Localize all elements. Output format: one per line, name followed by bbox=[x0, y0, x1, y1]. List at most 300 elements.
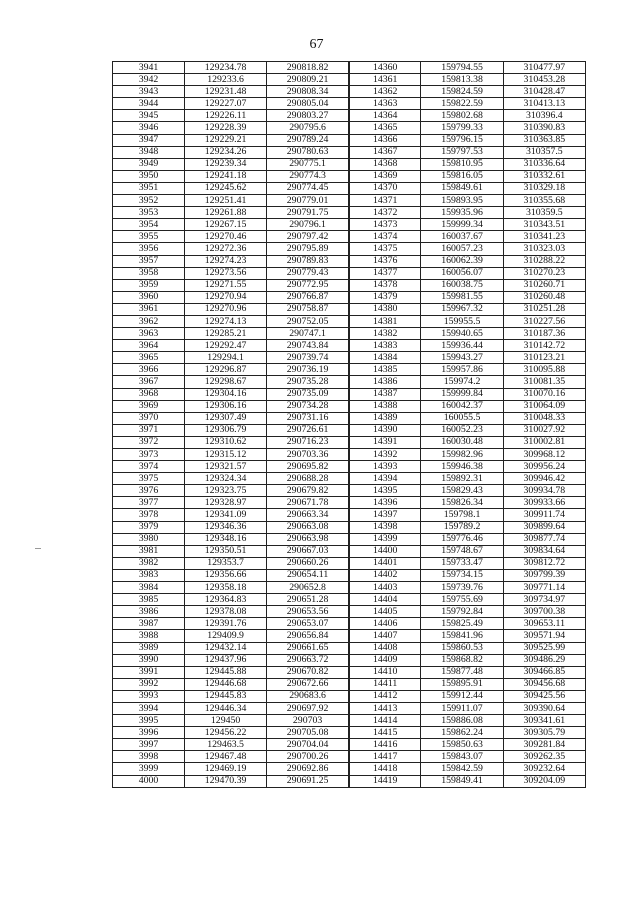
point-number-cell: 3968 bbox=[113, 388, 185, 400]
point-number-cell: 14418 bbox=[349, 763, 421, 775]
coordinate-cell: 159999.84 bbox=[421, 388, 503, 400]
table-row bbox=[113, 231, 586, 243]
coordinate-cell: 129296.87 bbox=[184, 364, 266, 376]
coordinate-cell: 310396.4 bbox=[503, 110, 585, 122]
coordinate-cell: 309834.64 bbox=[503, 545, 585, 557]
coordinate-cell: 159794.55 bbox=[421, 62, 503, 74]
point-number-cell: 14386 bbox=[349, 376, 421, 388]
coordinate-cell: 310343.51 bbox=[503, 219, 585, 231]
table-row bbox=[113, 170, 586, 182]
coordinate-cell: 129294.1 bbox=[184, 352, 266, 364]
coordinate-cell: 129298.67 bbox=[184, 376, 266, 388]
coordinate-cell: 290779.01 bbox=[267, 195, 349, 207]
coordinate-cell: 310336.64 bbox=[503, 158, 585, 170]
point-number-cell: 3998 bbox=[113, 751, 185, 763]
coordinate-cell: 159911.07 bbox=[421, 702, 503, 714]
coordinate-cell: 159810.95 bbox=[421, 158, 503, 170]
coordinate-cell: 309700.38 bbox=[503, 606, 585, 618]
table-row bbox=[113, 98, 586, 110]
table-row bbox=[113, 630, 586, 642]
coordinate-cell: 290703 bbox=[267, 715, 349, 727]
point-number-cell: 3992 bbox=[113, 678, 185, 690]
coordinate-cell: 310323.03 bbox=[503, 243, 585, 255]
coordinate-cell: 290663.34 bbox=[267, 509, 349, 521]
point-number-cell: 14413 bbox=[349, 702, 421, 714]
coordinate-cell: 290660.26 bbox=[267, 557, 349, 569]
coordinate-cell: 160038.75 bbox=[421, 279, 503, 291]
table-row bbox=[113, 74, 586, 86]
coordinate-cell: 310359.5 bbox=[503, 207, 585, 219]
point-number-cell: 14381 bbox=[349, 315, 421, 327]
table-row bbox=[113, 303, 586, 315]
coordinate-cell: 290651.28 bbox=[267, 594, 349, 606]
table-row bbox=[113, 328, 586, 340]
point-number-cell: 14397 bbox=[349, 509, 421, 521]
point-number-cell: 4000 bbox=[113, 775, 185, 787]
coordinate-cell: 310260.71 bbox=[503, 279, 585, 291]
table-row bbox=[113, 158, 586, 170]
point-number-cell: 14388 bbox=[349, 400, 421, 412]
coordinate-cell: 129271.55 bbox=[184, 279, 266, 291]
coordinate-cell: 129437.96 bbox=[184, 654, 266, 666]
table-row bbox=[113, 279, 586, 291]
coordinate-cell: 290775.1 bbox=[267, 158, 349, 170]
coordinate-cell: 129310.62 bbox=[184, 436, 266, 448]
table-row bbox=[113, 110, 586, 122]
coordinate-cell: 160030.48 bbox=[421, 436, 503, 448]
coordinate-cell: 290731.16 bbox=[267, 412, 349, 424]
coordinate-cell: 159849.41 bbox=[421, 775, 503, 787]
table-row bbox=[113, 715, 586, 727]
coordinate-cell: 159826.34 bbox=[421, 497, 503, 509]
coordinate-cell: 129239.34 bbox=[184, 158, 266, 170]
coordinate-cell: 309734.97 bbox=[503, 594, 585, 606]
coordinate-cell: 310288.22 bbox=[503, 255, 585, 267]
coordinate-cell: 129261.88 bbox=[184, 207, 266, 219]
coordinate-cell: 290796.1 bbox=[267, 219, 349, 231]
coordinate-cell: 129364.83 bbox=[184, 594, 266, 606]
coordinate-cell: 309305.79 bbox=[503, 727, 585, 739]
point-number-cell: 14366 bbox=[349, 134, 421, 146]
coordinate-cell: 309653.11 bbox=[503, 618, 585, 630]
table-row bbox=[113, 509, 586, 521]
point-number-cell: 3959 bbox=[113, 279, 185, 291]
coordinate-cell: 309799.39 bbox=[503, 569, 585, 581]
coordinate-cell: 159824.59 bbox=[421, 86, 503, 98]
coordinate-cell: 310413.13 bbox=[503, 98, 585, 110]
coordinate-cell: 129445.83 bbox=[184, 690, 266, 702]
point-number-cell: 3969 bbox=[113, 400, 185, 412]
coordinate-cell: 129307.49 bbox=[184, 412, 266, 424]
coordinate-cell: 310270.23 bbox=[503, 267, 585, 279]
coordinate-cell: 129251.41 bbox=[184, 195, 266, 207]
table-row bbox=[113, 473, 586, 485]
coordinate-cell: 290670.82 bbox=[267, 666, 349, 678]
coordinate-cell: 290774.45 bbox=[267, 182, 349, 194]
coordinate-cell: 290683.6 bbox=[267, 690, 349, 702]
table-row bbox=[113, 521, 586, 533]
coordinate-cell: 129304.16 bbox=[184, 388, 266, 400]
coordinate-cell: 160037.67 bbox=[421, 231, 503, 243]
coordinate-cell: 159912.44 bbox=[421, 690, 503, 702]
coordinate-cell: 129274.13 bbox=[184, 315, 266, 327]
coordinate-cell: 159849.61 bbox=[421, 182, 503, 194]
coordinate-cell: 159789.2 bbox=[421, 521, 503, 533]
coordinate-cell: 159798.1 bbox=[421, 509, 503, 521]
coordinate-cell: 129241.18 bbox=[184, 170, 266, 182]
coordinate-cell: 309571.94 bbox=[503, 630, 585, 642]
table-row bbox=[113, 449, 586, 461]
table-row bbox=[113, 62, 586, 74]
point-number-cell: 3985 bbox=[113, 594, 185, 606]
coordinate-cell: 160055.5 bbox=[421, 412, 503, 424]
point-number-cell: 3963 bbox=[113, 328, 185, 340]
point-number-cell: 14384 bbox=[349, 352, 421, 364]
coordinate-cell: 290758.87 bbox=[267, 303, 349, 315]
table-row bbox=[113, 751, 586, 763]
coordinate-cell: 159799.33 bbox=[421, 122, 503, 134]
point-number-cell: 14402 bbox=[349, 569, 421, 581]
point-number-cell: 14369 bbox=[349, 170, 421, 182]
coordinate-cell: 310390.83 bbox=[503, 122, 585, 134]
point-number-cell: 14411 bbox=[349, 678, 421, 690]
coordinate-cell: 160062.39 bbox=[421, 255, 503, 267]
coordinate-cell: 290663.72 bbox=[267, 654, 349, 666]
point-number-cell: 3942 bbox=[113, 74, 185, 86]
coordinate-cell: 159822.59 bbox=[421, 98, 503, 110]
point-number-cell: 3961 bbox=[113, 303, 185, 315]
coordinate-cell: 290803.27 bbox=[267, 110, 349, 122]
coordinate-cell: 129467.48 bbox=[184, 751, 266, 763]
coordinate-cell: 290700.26 bbox=[267, 751, 349, 763]
table-row bbox=[113, 352, 586, 364]
coordinate-cell: 159816.05 bbox=[421, 170, 503, 182]
coordinate-cell: 310363.85 bbox=[503, 134, 585, 146]
point-number-cell: 3953 bbox=[113, 207, 185, 219]
table-row bbox=[113, 207, 586, 219]
coordinate-cell: 290653.56 bbox=[267, 606, 349, 618]
table-row bbox=[113, 436, 586, 448]
coordinate-cell: 290735.28 bbox=[267, 376, 349, 388]
table-row bbox=[113, 122, 586, 134]
coordinate-cell: 309204.09 bbox=[503, 775, 585, 787]
coordinate-cell: 129409.9 bbox=[184, 630, 266, 642]
point-number-cell: 14389 bbox=[349, 412, 421, 424]
point-number-cell: 14377 bbox=[349, 267, 421, 279]
coordinate-cell: 290791.75 bbox=[267, 207, 349, 219]
table-row bbox=[113, 545, 586, 557]
point-number-cell: 14370 bbox=[349, 182, 421, 194]
coordinate-cell: 159813.38 bbox=[421, 74, 503, 86]
point-number-cell: 3994 bbox=[113, 702, 185, 714]
table-row bbox=[113, 243, 586, 255]
coordinate-cell: 290692.86 bbox=[267, 763, 349, 775]
coordinate-cell: 129229.21 bbox=[184, 134, 266, 146]
point-number-cell: 14373 bbox=[349, 219, 421, 231]
coordinate-cell: 129306.79 bbox=[184, 424, 266, 436]
point-number-cell: 3993 bbox=[113, 690, 185, 702]
table-row bbox=[113, 557, 586, 569]
point-number-cell: 14409 bbox=[349, 654, 421, 666]
point-number-cell: 3944 bbox=[113, 98, 185, 110]
table-row bbox=[113, 775, 586, 787]
coordinate-cell: 310095.88 bbox=[503, 364, 585, 376]
coordinate-cell: 290795.89 bbox=[267, 243, 349, 255]
table-row bbox=[113, 618, 586, 630]
point-number-cell: 14404 bbox=[349, 594, 421, 606]
table-row bbox=[113, 412, 586, 424]
coordinate-cell: 159957.86 bbox=[421, 364, 503, 376]
coordinate-cell: 290766.87 bbox=[267, 291, 349, 303]
coordinate-cell: 290661.65 bbox=[267, 642, 349, 654]
coordinate-cell: 310260.48 bbox=[503, 291, 585, 303]
coordinate-cell: 310027.92 bbox=[503, 424, 585, 436]
coordinates-table bbox=[112, 61, 586, 788]
coordinate-cell: 290705.08 bbox=[267, 727, 349, 739]
coordinate-cell: 309525.99 bbox=[503, 642, 585, 654]
coordinate-cell: 310453.28 bbox=[503, 74, 585, 86]
point-number-cell: 3970 bbox=[113, 412, 185, 424]
coordinate-cell: 160042.37 bbox=[421, 400, 503, 412]
point-number-cell: 3948 bbox=[113, 146, 185, 158]
coordinate-cell: 129328.97 bbox=[184, 497, 266, 509]
coordinate-cell: 129315.12 bbox=[184, 449, 266, 461]
point-number-cell: 3978 bbox=[113, 509, 185, 521]
coordinate-cell: 159860.53 bbox=[421, 642, 503, 654]
coordinate-cell: 129270.94 bbox=[184, 291, 266, 303]
point-number-cell: 14364 bbox=[349, 110, 421, 122]
table-row bbox=[113, 461, 586, 473]
table-row bbox=[113, 291, 586, 303]
point-number-cell: 14396 bbox=[349, 497, 421, 509]
point-number-cell: 14360 bbox=[349, 62, 421, 74]
point-number-cell: 3954 bbox=[113, 219, 185, 231]
coordinate-cell: 290774.3 bbox=[267, 170, 349, 182]
coordinate-cell: 310187.36 bbox=[503, 328, 585, 340]
point-number-cell: 14407 bbox=[349, 630, 421, 642]
coordinate-cell: 159974.2 bbox=[421, 376, 503, 388]
point-number-cell: 14416 bbox=[349, 739, 421, 751]
coordinate-cell: 129378.08 bbox=[184, 606, 266, 618]
point-number-cell: 14414 bbox=[349, 715, 421, 727]
coordinate-cell: 129292.47 bbox=[184, 340, 266, 352]
margin-mark bbox=[35, 548, 41, 549]
coordinate-cell: 129285.21 bbox=[184, 328, 266, 340]
point-number-cell: 3979 bbox=[113, 521, 185, 533]
table-row bbox=[113, 255, 586, 267]
coordinate-cell: 129234.26 bbox=[184, 146, 266, 158]
coordinate-cell: 290663.08 bbox=[267, 521, 349, 533]
point-number-cell: 14392 bbox=[349, 449, 421, 461]
coordinate-cell: 129470.39 bbox=[184, 775, 266, 787]
point-number-cell: 3971 bbox=[113, 424, 185, 436]
coordinate-cell: 159935.96 bbox=[421, 207, 503, 219]
coordinate-cell: 290752.05 bbox=[267, 315, 349, 327]
coordinate-cell: 290671.78 bbox=[267, 497, 349, 509]
coordinate-cell: 159936.44 bbox=[421, 340, 503, 352]
point-number-cell: 3964 bbox=[113, 340, 185, 352]
coordinate-cell: 159796.15 bbox=[421, 134, 503, 146]
coordinate-cell: 129234.78 bbox=[184, 62, 266, 74]
coordinate-cell: 290703.36 bbox=[267, 449, 349, 461]
coordinate-cell: 159841.96 bbox=[421, 630, 503, 642]
coordinate-cell: 129463.5 bbox=[184, 739, 266, 751]
coordinate-cell: 290716.23 bbox=[267, 436, 349, 448]
coordinate-cell: 290808.34 bbox=[267, 86, 349, 98]
point-number-cell: 3981 bbox=[113, 545, 185, 557]
coordinate-cell: 290736.19 bbox=[267, 364, 349, 376]
coordinate-cell: 129432.14 bbox=[184, 642, 266, 654]
coordinate-cell: 129450 bbox=[184, 715, 266, 727]
point-number-cell: 3952 bbox=[113, 195, 185, 207]
table-row bbox=[113, 388, 586, 400]
coordinate-cell: 310332.61 bbox=[503, 170, 585, 182]
point-number-cell: 3960 bbox=[113, 291, 185, 303]
coordinate-cell: 290734.28 bbox=[267, 400, 349, 412]
coordinate-cell: 129226.11 bbox=[184, 110, 266, 122]
coordinate-cell: 129445.88 bbox=[184, 666, 266, 678]
point-number-cell: 3951 bbox=[113, 182, 185, 194]
coordinate-cell: 290747.1 bbox=[267, 328, 349, 340]
point-number-cell: 14401 bbox=[349, 557, 421, 569]
coordinate-cell: 159755.69 bbox=[421, 594, 503, 606]
coordinate-cell: 290656.84 bbox=[267, 630, 349, 642]
table-row bbox=[113, 424, 586, 436]
point-number-cell: 14417 bbox=[349, 751, 421, 763]
point-number-cell: 14378 bbox=[349, 279, 421, 291]
table-row bbox=[113, 594, 586, 606]
table-row bbox=[113, 642, 586, 654]
coordinate-cell: 309877.74 bbox=[503, 533, 585, 545]
coordinate-cell: 310142.72 bbox=[503, 340, 585, 352]
point-number-cell: 3945 bbox=[113, 110, 185, 122]
point-number-cell: 3986 bbox=[113, 606, 185, 618]
coordinate-cell: 129267.15 bbox=[184, 219, 266, 231]
coordinate-cell: 159967.32 bbox=[421, 303, 503, 315]
table-row bbox=[113, 606, 586, 618]
coordinate-cell: 129469.19 bbox=[184, 763, 266, 775]
coordinate-cell: 129358.18 bbox=[184, 582, 266, 594]
point-number-cell: 14374 bbox=[349, 231, 421, 243]
table-row bbox=[113, 666, 586, 678]
table-row bbox=[113, 533, 586, 545]
coordinate-cell: 310329.18 bbox=[503, 182, 585, 194]
coordinate-cell: 159842.59 bbox=[421, 763, 503, 775]
coordinate-cell: 309899.64 bbox=[503, 521, 585, 533]
coordinate-cell: 309425.56 bbox=[503, 690, 585, 702]
point-number-cell: 3949 bbox=[113, 158, 185, 170]
point-number-cell: 3950 bbox=[113, 170, 185, 182]
coordinate-cell: 290654.11 bbox=[267, 569, 349, 581]
coordinate-cell: 309946.42 bbox=[503, 473, 585, 485]
coordinate-cell: 309968.12 bbox=[503, 449, 585, 461]
coordinate-cell: 129321.57 bbox=[184, 461, 266, 473]
point-number-cell: 3962 bbox=[113, 315, 185, 327]
table-row bbox=[113, 654, 586, 666]
point-number-cell: 14399 bbox=[349, 533, 421, 545]
coordinate-cell: 309390.64 bbox=[503, 702, 585, 714]
coordinate-cell: 290672.66 bbox=[267, 678, 349, 690]
coordinate-cell: 159981.55 bbox=[421, 291, 503, 303]
coordinate-cell: 290818.82 bbox=[267, 62, 349, 74]
point-number-cell: 14382 bbox=[349, 328, 421, 340]
coordinate-cell: 309456.68 bbox=[503, 678, 585, 690]
point-number-cell: 3967 bbox=[113, 376, 185, 388]
coordinate-cell: 129270.46 bbox=[184, 231, 266, 243]
coordinate-cell: 159862.24 bbox=[421, 727, 503, 739]
coordinate-cell: 159982.96 bbox=[421, 449, 503, 461]
point-number-cell: 3996 bbox=[113, 727, 185, 739]
point-number-cell: 3941 bbox=[113, 62, 185, 74]
point-number-cell: 3947 bbox=[113, 134, 185, 146]
coordinate-cell: 129353.7 bbox=[184, 557, 266, 569]
coordinate-cell: 290779.43 bbox=[267, 267, 349, 279]
point-number-cell: 14383 bbox=[349, 340, 421, 352]
coordinate-cell: 290735.09 bbox=[267, 388, 349, 400]
coordinate-cell: 290743.84 bbox=[267, 340, 349, 352]
point-number-cell: 3991 bbox=[113, 666, 185, 678]
point-number-cell: 14385 bbox=[349, 364, 421, 376]
coordinate-cell: 160052.23 bbox=[421, 424, 503, 436]
point-number-cell: 3989 bbox=[113, 642, 185, 654]
coordinate-cell: 290739.74 bbox=[267, 352, 349, 364]
coordinate-cell: 159895.91 bbox=[421, 678, 503, 690]
coordinate-cell: 309486.29 bbox=[503, 654, 585, 666]
coordinate-cell: 159739.76 bbox=[421, 582, 503, 594]
table-row bbox=[113, 739, 586, 751]
coordinate-cell: 159999.34 bbox=[421, 219, 503, 231]
coordinate-cell: 129348.16 bbox=[184, 533, 266, 545]
coordinate-cell: 309341.61 bbox=[503, 715, 585, 727]
coordinate-cell: 159734.15 bbox=[421, 569, 503, 581]
point-number-cell: 14403 bbox=[349, 582, 421, 594]
coordinate-cell: 159802.68 bbox=[421, 110, 503, 122]
coordinate-cell: 290704.04 bbox=[267, 739, 349, 751]
coordinate-cell: 309911.74 bbox=[503, 509, 585, 521]
table-row bbox=[113, 497, 586, 509]
coordinate-cell: 310002.81 bbox=[503, 436, 585, 448]
coordinate-cell: 129446.34 bbox=[184, 702, 266, 714]
point-number-cell: 14390 bbox=[349, 424, 421, 436]
coordinate-cell: 290789.24 bbox=[267, 134, 349, 146]
coordinate-cell: 290695.82 bbox=[267, 461, 349, 473]
coordinate-cell: 310048.33 bbox=[503, 412, 585, 424]
coordinate-cell: 129346.36 bbox=[184, 521, 266, 533]
point-number-cell: 3972 bbox=[113, 436, 185, 448]
table-row bbox=[113, 569, 586, 581]
coordinate-cell: 159955.5 bbox=[421, 315, 503, 327]
point-number-cell: 14372 bbox=[349, 207, 421, 219]
coordinate-cell: 159893.95 bbox=[421, 195, 503, 207]
point-number-cell: 14367 bbox=[349, 146, 421, 158]
point-number-cell: 14371 bbox=[349, 195, 421, 207]
coordinate-cell: 159843.07 bbox=[421, 751, 503, 763]
table-row bbox=[113, 146, 586, 158]
coordinate-cell: 290679.82 bbox=[267, 485, 349, 497]
table-row bbox=[113, 690, 586, 702]
coordinate-cell: 290789.83 bbox=[267, 255, 349, 267]
table-row bbox=[113, 727, 586, 739]
point-number-cell: 3977 bbox=[113, 497, 185, 509]
point-number-cell: 3973 bbox=[113, 449, 185, 461]
coordinate-cell: 309262.35 bbox=[503, 751, 585, 763]
coordinate-cell: 159886.08 bbox=[421, 715, 503, 727]
point-number-cell: 3997 bbox=[113, 739, 185, 751]
point-number-cell: 3975 bbox=[113, 473, 185, 485]
coordinate-cell: 159825.49 bbox=[421, 618, 503, 630]
coordinate-cell: 309232.64 bbox=[503, 763, 585, 775]
coordinate-cell: 309466.85 bbox=[503, 666, 585, 678]
